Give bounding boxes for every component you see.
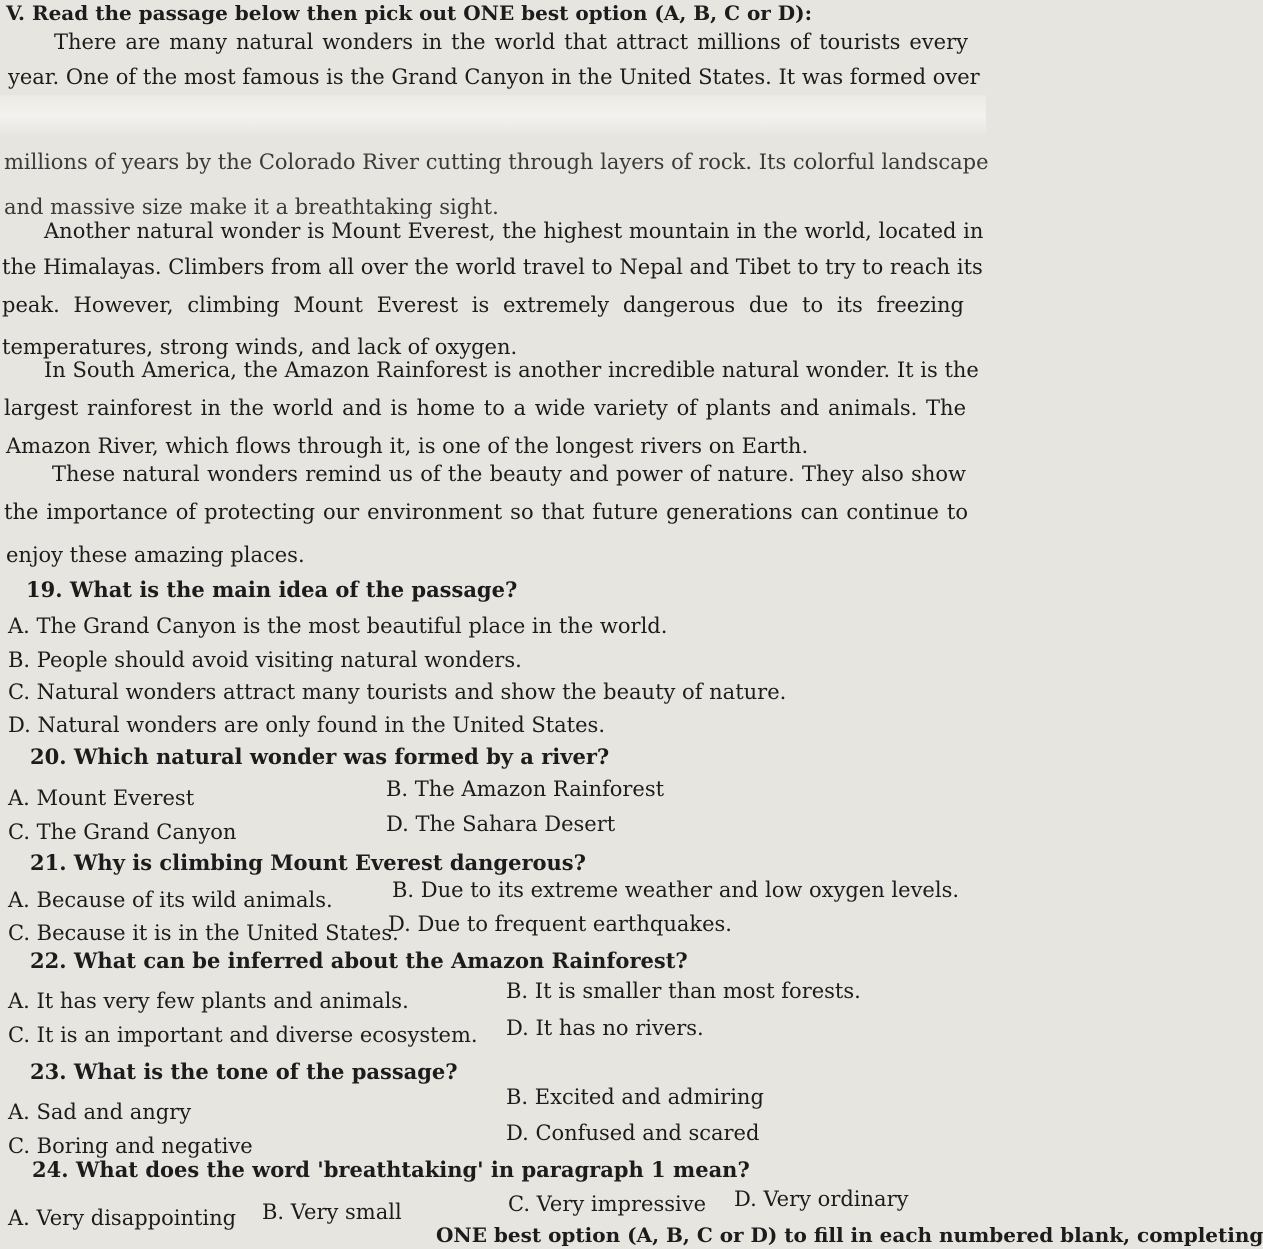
q23-option-a: A. Sad and angry	[8, 1100, 192, 1124]
passage-p4-line3: enjoy these amazing places.	[6, 543, 305, 567]
q21-option-c: C. Because it is in the United States.	[8, 921, 399, 945]
q21-option-b: B. Due to its extreme weather and low oxygen levels.	[392, 878, 960, 902]
q24-option-c: C. Very impressive	[508, 1192, 707, 1216]
passage-p1-line2: year. One of the most famous is the Grand Canyon in the United States. It was formed over	[8, 65, 980, 89]
question-21-stem: 21. Why is climbing Mount Everest dangerous?	[30, 850, 586, 875]
question-19-stem: 19. What is the main idea of the passage?	[26, 577, 518, 602]
q22-option-d: D. It has no rivers.	[506, 1016, 704, 1040]
q23-option-c: C. Boring and negative	[8, 1134, 253, 1158]
q19-option-b: B. People should avoid visiting natural wonders.	[8, 648, 522, 672]
question-23-stem: 23. What is the tone of the passage?	[30, 1059, 458, 1084]
next-instruction: ONE best option (A, B, C or D) to fill in each numbered blank, completing	[436, 1223, 1263, 1247]
q21-option-a: A. Because of its wild animals.	[8, 888, 333, 912]
q19-option-c: C. Natural wonders attract many tourists and show the beauty of nature.	[8, 680, 787, 704]
question-24-stem: 24. What does the word 'breathtaking' in paragraph 1 mean?	[32, 1157, 750, 1182]
q20-option-d: D. The Sahara Desert	[386, 812, 616, 836]
q19-option-d: D. Natural wonders are only found in the United States.	[8, 713, 605, 737]
passage-p2-line2: the Himalayas. Climbers from all over the world travel to Nepal and Tibet to try to reach its	[2, 255, 983, 279]
q22-option-a: A. It has very few plants and animals.	[8, 989, 409, 1013]
q23-option-b: B. Excited and admiring	[506, 1085, 764, 1109]
question-22-stem: 22. What can be inferred about the Amazon Rainforest?	[30, 948, 688, 973]
q20-option-b: B. The Amazon Rainforest	[386, 777, 665, 801]
paper-fold	[0, 95, 986, 135]
passage-p3-line3: Amazon River, which flows through it, is one of the longest rivers on Earth.	[6, 434, 809, 458]
passage-p4-line1: These natural wonders remind us of the beauty and power of nature. They also show	[52, 462, 966, 486]
passage-p2-line1: Another natural wonder is Mount Everest, the highest mountain in the world, located in	[44, 219, 984, 243]
passage-p4-line2: the importance of protecting our environment so that future generations can continue to	[4, 500, 968, 524]
q20-option-c: C. The Grand Canyon	[8, 820, 237, 844]
passage-p2-line3: peak. However, climbing Mount Everest is extremely dangerous due to its freezing	[2, 293, 964, 317]
q24-option-a: A. Very disappointing	[8, 1206, 237, 1230]
q22-option-b: B. It is smaller than most forests.	[506, 979, 861, 1003]
next-section-cutoff	[0, 1222, 1263, 1249]
passage-p3-line1: In South America, the Amazon Rainforest is another incredible natural wonder. It is the	[44, 358, 979, 382]
q24-option-b: B. Very small	[262, 1200, 402, 1224]
passage-p1-line1: There are many natural wonders in the world that attract millions of tourists every	[54, 30, 968, 54]
q20-option-a: A. Mount Everest	[8, 786, 195, 810]
q19-option-a: A. The Grand Canyon is the most beautiful place in the world.	[8, 614, 668, 638]
question-20-stem: 20. Which natural wonder was formed by a river?	[30, 744, 610, 769]
q22-option-c: C. It is an important and diverse ecosystem.	[8, 1023, 478, 1047]
q21-option-d: D. Due to frequent earthquakes.	[388, 912, 732, 936]
q24-option-d: D. Very ordinary	[734, 1187, 909, 1211]
passage-p3-line2: largest rainforest in the world and is home to a wide variety of plants and animals. The	[4, 396, 966, 420]
q23-option-d: D. Confused and scared	[506, 1121, 760, 1145]
passage-p1-line4: and massive size make it a breathtaking sight.	[4, 195, 499, 219]
section-heading: V. Read the passage below then pick out ONE best option (A, B, C or D):	[6, 1, 812, 25]
passage-p1-line3: millions of years by the Colorado River cutting through layers of rock. Its colorful landscape	[4, 150, 989, 174]
passage-p2-line4: temperatures, strong winds, and lack of oxygen.	[2, 335, 518, 359]
